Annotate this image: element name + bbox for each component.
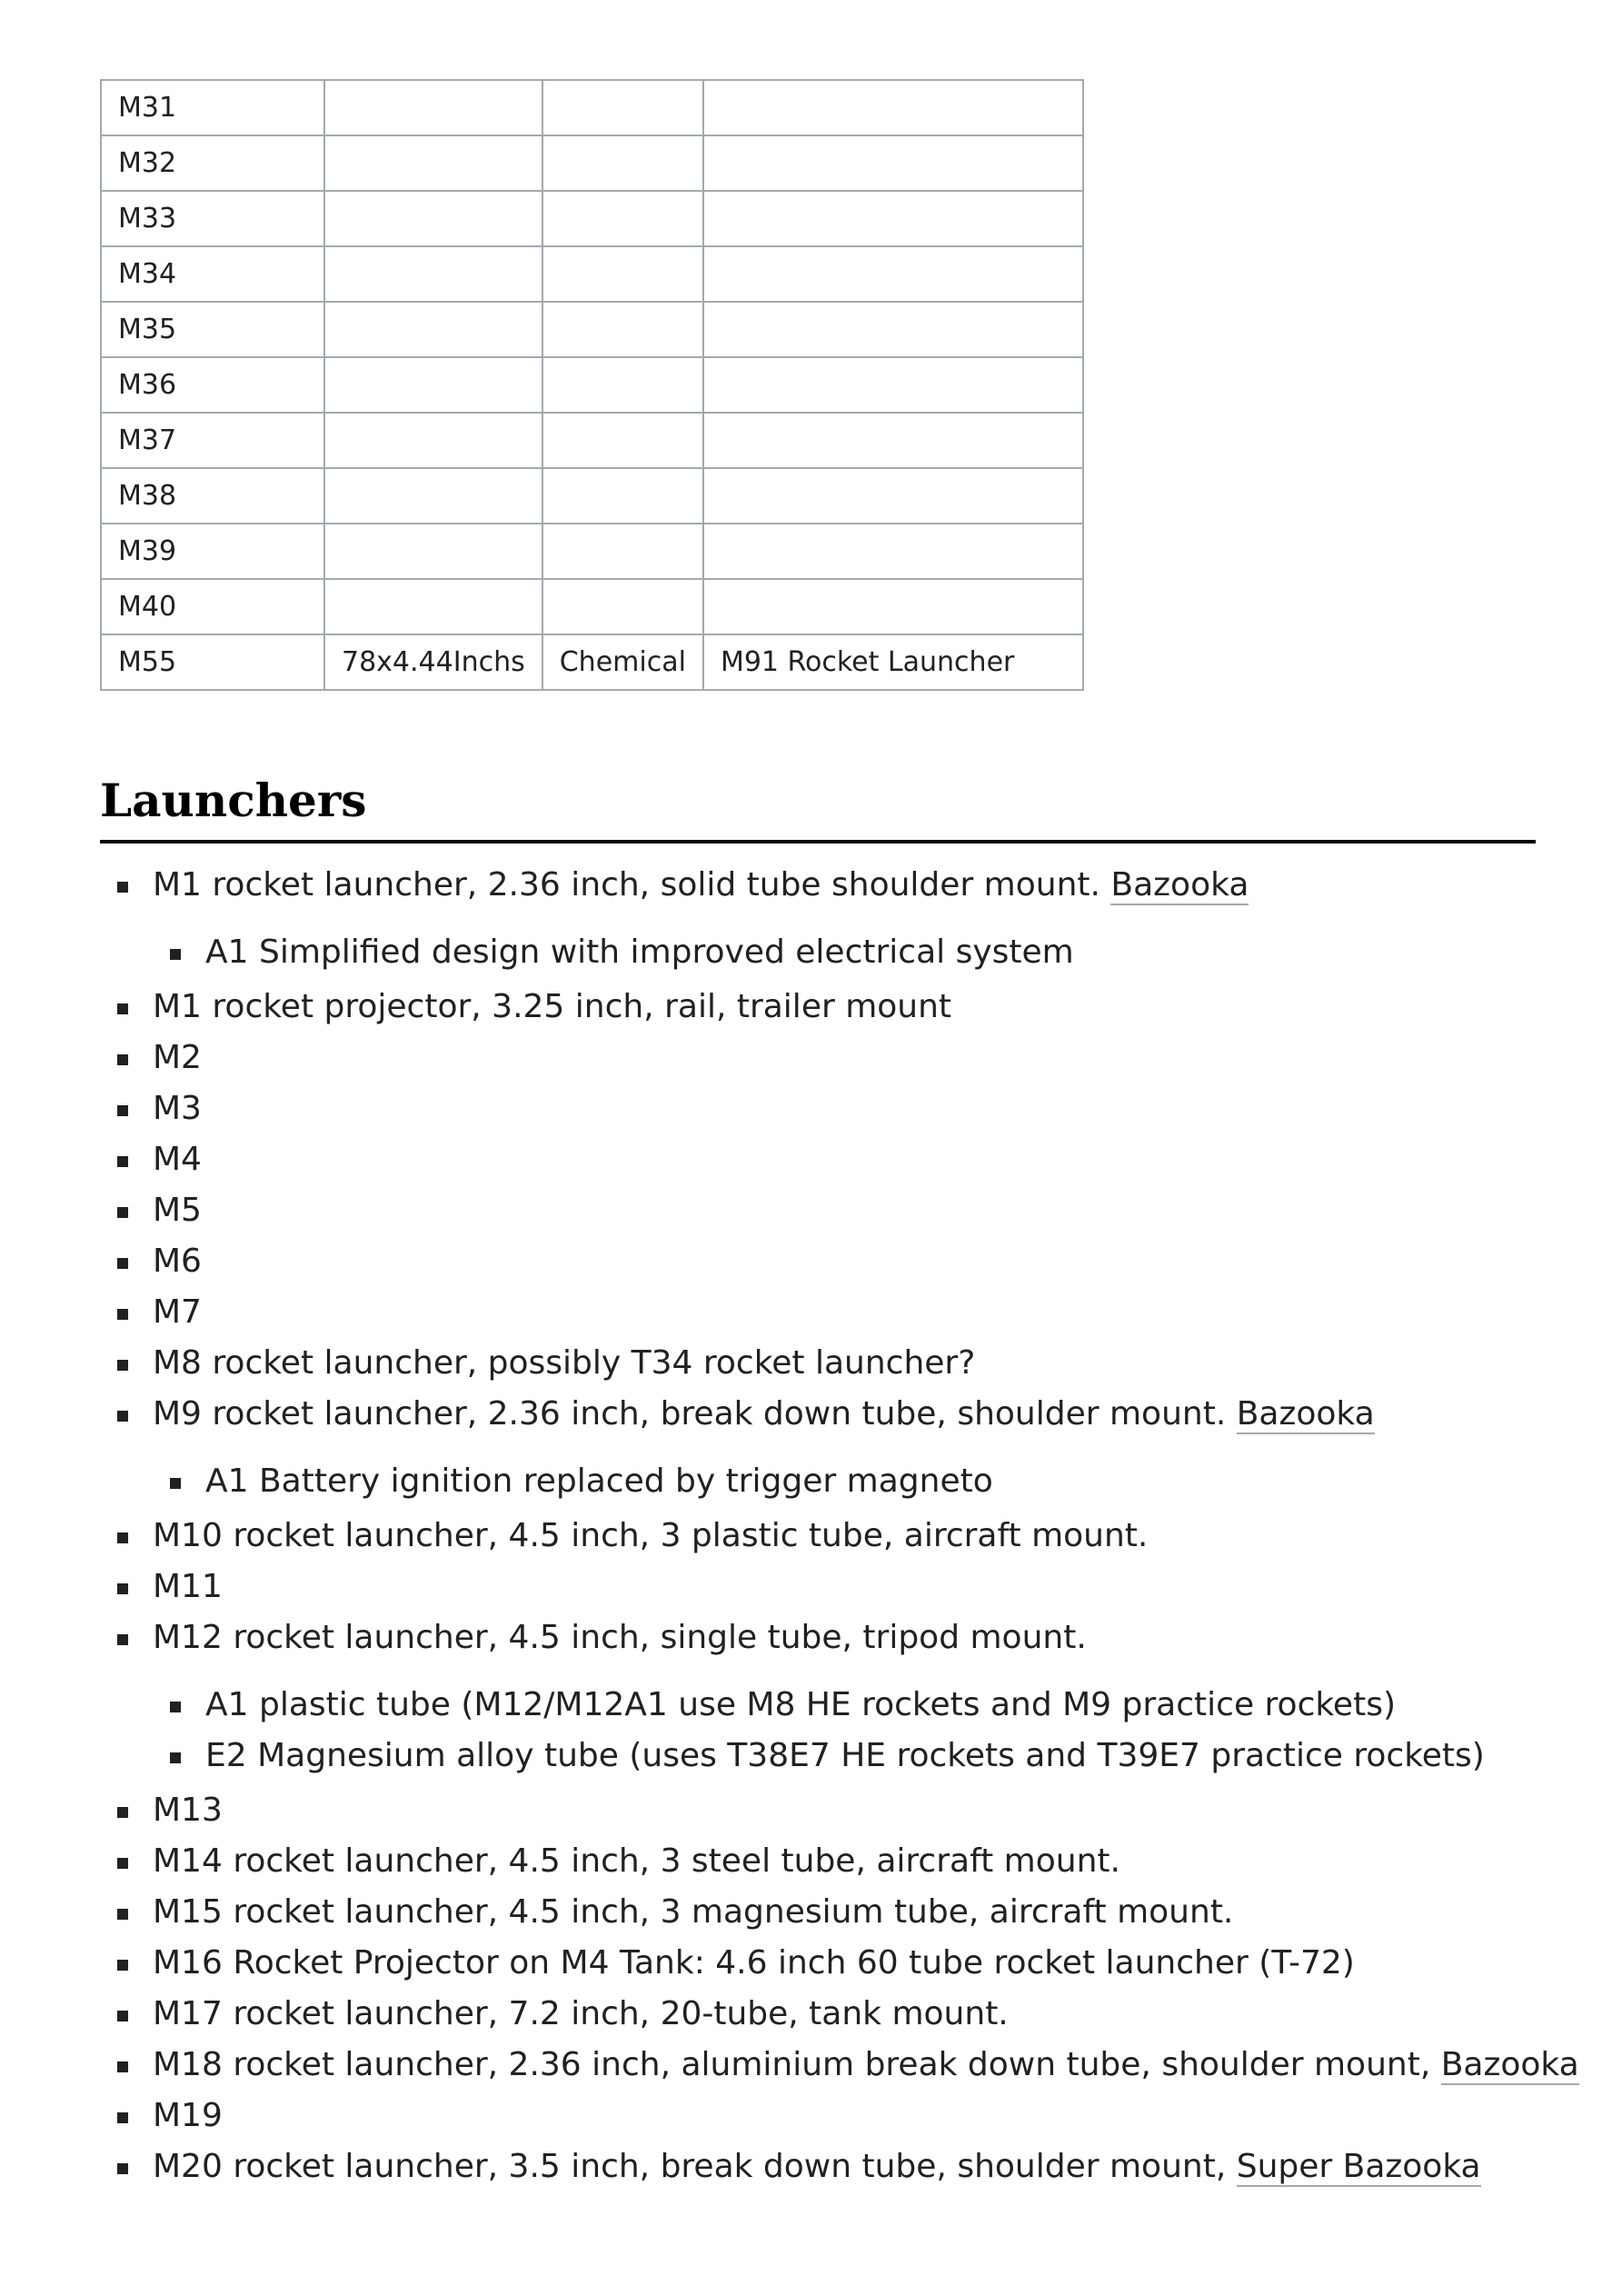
table-row <box>101 246 1083 302</box>
table-cell <box>324 191 542 246</box>
list-item-row <box>100 1562 1554 1612</box>
list-item-text: M2 <box>153 1039 202 1076</box>
list-item <box>100 982 1554 1033</box>
sub-list <box>100 927 1554 978</box>
list-item-row <box>100 1938 1554 1989</box>
table-row <box>101 634 1083 690</box>
table-cell <box>542 579 703 634</box>
table-cell <box>703 191 1083 246</box>
list-item-text: M19 <box>153 2097 223 2134</box>
sub-list-item <box>153 927 1554 978</box>
list-item-text: M20 rocket launcher, 3.5 inch, break down tube, shoulder mount, <box>153 2148 1237 2185</box>
bazooka-link[interactable]: Bazooka <box>1110 866 1249 903</box>
list-item-row <box>100 1083 1554 1134</box>
table-cell <box>324 357 542 413</box>
table-cell <box>324 579 542 634</box>
table-row <box>101 579 1083 634</box>
table-row <box>101 524 1083 579</box>
list-item <box>100 1887 1554 1938</box>
table-row <box>101 357 1083 413</box>
list-item-text: M7 <box>153 1293 202 1331</box>
table-cell <box>542 191 703 246</box>
list-item-text: M12 rocket launcher, 4.5 inch, single tube, tripod mount. <box>153 1619 1087 1656</box>
table-row <box>101 302 1083 357</box>
list-item-text: A1 Battery ignition replaced by trigger magneto <box>205 1462 993 1500</box>
section-heading-launchers: Launchers <box>100 762 1536 844</box>
table-cell: Chemical <box>542 634 703 690</box>
sub-list <box>100 1456 1554 1507</box>
table-cell <box>542 524 703 579</box>
bazooka-link[interactable]: Super Bazooka <box>1236 2148 1481 2185</box>
table-cell: M55 <box>101 634 324 690</box>
list-item-row <box>100 1185 1554 1236</box>
table-cell <box>324 246 542 302</box>
list-item-row <box>100 1338 1554 1389</box>
table-row <box>101 80 1083 135</box>
table-cell: M37 <box>101 413 324 468</box>
table-cell <box>542 246 703 302</box>
table-cell <box>703 302 1083 357</box>
list-item-row <box>100 1134 1554 1185</box>
rocket-table-body <box>101 80 1083 690</box>
table-cell <box>703 357 1083 413</box>
list-item-row <box>100 2091 1554 2141</box>
table-cell <box>542 413 703 468</box>
list-item-text: M14 rocket launcher, 4.5 inch, 3 steel tube, aircraft mount. <box>153 1842 1120 1880</box>
list-item-text: M6 <box>153 1243 202 1280</box>
list-item-row <box>100 2141 1554 2192</box>
list-item <box>100 2040 1579 2091</box>
table-row <box>101 413 1083 468</box>
list-item <box>100 860 1554 978</box>
list-item-row <box>100 1033 1554 1083</box>
table-cell <box>324 80 542 135</box>
list-item-row <box>100 860 1554 911</box>
table-cell: M39 <box>101 524 324 579</box>
list-item-row <box>100 1785 1554 1836</box>
table-cell: M36 <box>101 357 324 413</box>
list-item-text: M17 rocket launcher, 7.2 inch, 20-tube, tank mount. <box>153 1995 1009 2032</box>
table-cell: M91 Rocket Launcher <box>703 634 1083 690</box>
list-item-text: M8 rocket launcher, possibly T34 rocket launcher? <box>153 1344 976 1382</box>
table-cell <box>542 468 703 524</box>
table-cell <box>542 302 703 357</box>
table-row <box>101 191 1083 246</box>
list-item <box>100 1389 1554 1507</box>
table-cell <box>324 302 542 357</box>
list-item-row <box>153 1680 1554 1731</box>
table-cell <box>542 357 703 413</box>
list-item-row <box>100 1887 1554 1938</box>
list-item-text: M16 Rocket Projector on M4 Tank: 4.6 inch 60 tube rocket launcher (T-72) <box>153 1944 1355 1982</box>
sub-list <box>100 1680 1554 1782</box>
bazooka-link[interactable]: Bazooka <box>1440 2046 1579 2083</box>
table-cell <box>703 524 1083 579</box>
list-item-text: M5 <box>153 1192 202 1229</box>
list-item-row <box>100 1389 1554 1440</box>
list-item <box>100 1836 1554 1887</box>
list-item-row <box>100 1236 1554 1287</box>
list-item <box>100 1287 1554 1338</box>
table-cell <box>324 468 542 524</box>
list-item <box>100 1785 1554 1836</box>
list-item-row <box>153 1456 1554 1507</box>
list-item-text: M11 <box>153 1568 223 1605</box>
list-item-text: M1 rocket launcher, 2.36 inch, solid tube shoulder mount. <box>153 866 1111 903</box>
table-cell: M33 <box>101 191 324 246</box>
rocket-table <box>100 79 1084 691</box>
table-row <box>101 468 1083 524</box>
table-cell: M31 <box>101 80 324 135</box>
list-item <box>100 1511 1554 1562</box>
sub-list-item <box>153 1731 1554 1782</box>
list-item-row <box>100 1287 1554 1338</box>
list-item-row <box>100 2040 1579 2091</box>
list-item-text: E2 Magnesium alloy tube (uses T38E7 HE rockets and T39E7 practice rockets) <box>205 1737 1485 1774</box>
table-cell <box>703 246 1083 302</box>
list-item <box>100 1612 1554 1782</box>
list-item <box>100 1938 1554 1989</box>
list-item-row <box>100 1836 1554 1887</box>
list-item-row <box>100 982 1554 1033</box>
table-cell <box>703 135 1083 191</box>
table-cell <box>324 135 542 191</box>
list-item-text: M4 <box>153 1141 202 1178</box>
list-item-text: M10 rocket launcher, 4.5 inch, 3 plastic tube, aircraft mount. <box>153 1517 1149 1554</box>
list-item <box>100 1562 1554 1612</box>
list-item-text: M9 rocket launcher, 2.36 inch, break down tube, shoulder mount. <box>153 1395 1237 1433</box>
list-item-text: A1 plastic tube (M12/M12A1 use M8 HE rockets and M9 practice rockets) <box>205 1686 1396 1723</box>
list-item-text: A1 Simplified design with improved electrical system <box>205 933 1074 971</box>
list-item-row <box>100 1989 1554 2040</box>
table-cell: M34 <box>101 246 324 302</box>
list-item-text: M3 <box>153 1090 202 1127</box>
list-item <box>100 2141 1554 2192</box>
table-cell <box>703 413 1083 468</box>
table-cell <box>703 468 1083 524</box>
table-cell <box>324 524 542 579</box>
launcher-list <box>100 860 1579 2192</box>
list-item <box>100 1033 1554 1083</box>
table-cell: 78x4.44Inchs <box>324 634 542 690</box>
list-item <box>100 1236 1554 1287</box>
sub-list-item <box>153 1456 1554 1507</box>
table-cell: M40 <box>101 579 324 634</box>
table-cell <box>542 135 703 191</box>
list-item-text: M1 rocket projector, 3.25 inch, rail, trailer mount <box>153 988 952 1025</box>
table-cell <box>324 413 542 468</box>
list-item <box>100 1989 1554 2040</box>
list-item <box>100 1185 1554 1236</box>
list-item-text: M15 rocket launcher, 4.5 inch, 3 magnesium tube, aircraft mount. <box>153 1893 1234 1931</box>
table-cell <box>542 80 703 135</box>
list-item <box>100 1338 1554 1389</box>
list-item <box>100 1083 1554 1134</box>
table-cell <box>703 579 1083 634</box>
bazooka-link[interactable]: Bazooka <box>1236 1395 1375 1433</box>
list-item-text: M18 rocket launcher, 2.36 inch, aluminium break down tube, shoulder mount, <box>153 2046 1441 2083</box>
list-item-text: M13 <box>153 1792 223 1829</box>
table-cell: M38 <box>101 468 324 524</box>
list-item-row <box>100 1612 1554 1663</box>
list-item-row <box>100 1511 1554 1562</box>
table-cell: M35 <box>101 302 324 357</box>
list-item <box>100 2091 1554 2141</box>
list-item-row <box>153 927 1554 978</box>
sub-list-item <box>153 1680 1554 1731</box>
table-cell <box>703 80 1083 135</box>
table-cell: M32 <box>101 135 324 191</box>
table-row <box>101 135 1083 191</box>
list-item <box>100 1134 1554 1185</box>
list-item-row <box>153 1731 1554 1782</box>
